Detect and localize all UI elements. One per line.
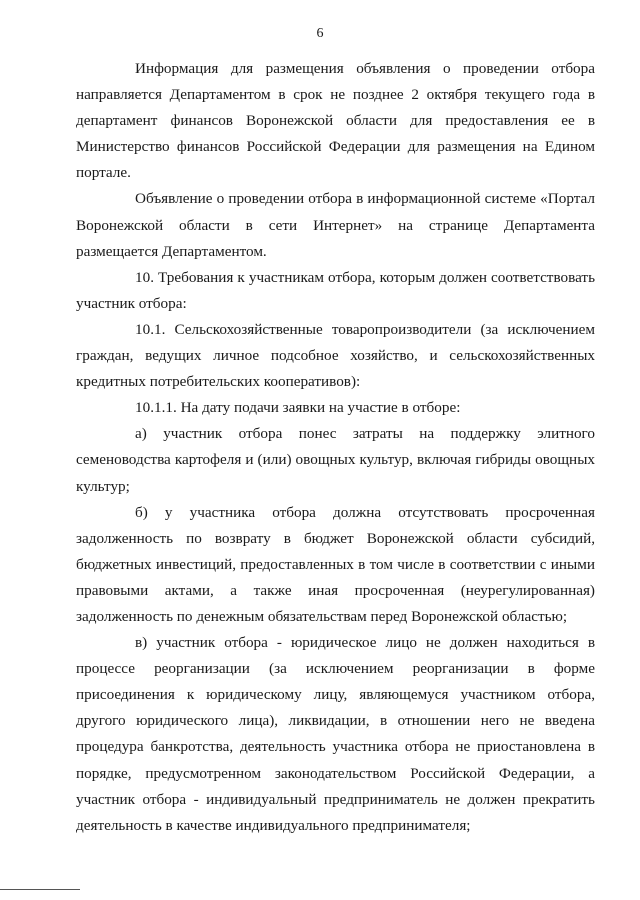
paragraph-section-10: 10. Требования к участникам отбора, которым должен соответствовать участник отбора: <box>76 268 595 312</box>
paragraph-item-a: а) участник отбора понес затраты на поддержку элитного семеноводства картофеля и (или) овощных культур, включая гибриды овощных культур; <box>76 425 595 495</box>
paragraph-announcement-info: Информация для размещения объявления о проведении отбора направляется Департаментом в срок не позднее 2 октября текущего года в департамент финансов Воронежской области для предоставления ее в Министерство финансов Российской Федерации для размещения на Едином портале. <box>76 60 595 182</box>
paragraph-item-v: в) участник отбора - юридическое лицо не должен находиться в процессе реорганизации (за исключением реорганизации в форме присоединения к юридическому лицу, являющемуся участником отбора, другого юридического лица), ликвидации, в отношении него не введена процедура банкротства, деятельность участника отбора не приостановлена в порядке, предусмотренном законодательством Российской Федерации, а участник отбора - индивидуальный предприниматель не должен прекратить деятельность в качестве индивидуального предпринимателя; <box>76 634 595 834</box>
document-body <box>76 56 595 839</box>
paragraph-section-10-1: 10.1. Сельскохозяйственные товаропроизводители (за исключением граждан, ведущих личное подсобное хозяйство, и сельскохозяйственных кредитных потребительских кооперативов): <box>76 320 595 391</box>
paragraph-announcement-portal: Объявление о проведении отбора в информационной системе «Портал Воронежской области в сети Интернет» на странице Департамента размещается Департаментом. <box>76 190 595 260</box>
paragraph-section-10-1-1: 10.1.1. На дату подачи заявки на участие в отборе: <box>135 399 461 417</box>
paragraph-item-b: б) у участника отбора должна отсутствовать просроченная задолженность по возврату в бюджет Воронежской области субсидий, бюджетных инвестиций, предоставленных в том числе в соответствии с иными правовыми актами, а также иная просроченная (неурегулированная) задолженность по денежным обязательствам перед Воронежской областью; <box>76 503 595 625</box>
page-number: 6 <box>316 26 324 41</box>
footnote-divider <box>0 889 80 890</box>
